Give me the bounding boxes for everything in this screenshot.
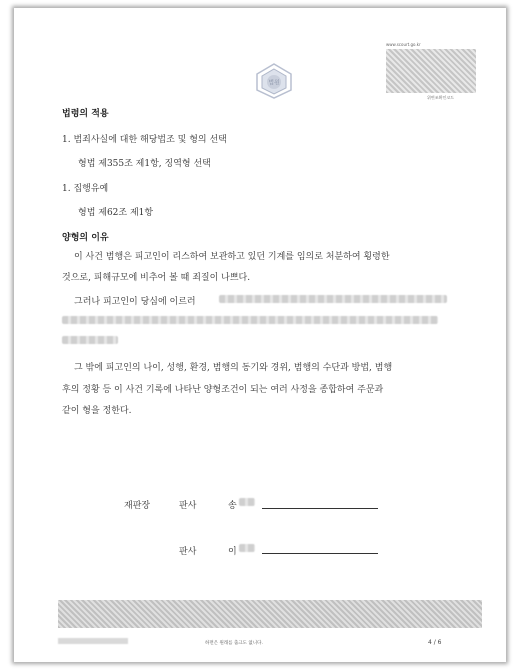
judge2-label: 판사 <box>179 547 197 557</box>
verification-caption: 위변조확인코드 <box>427 95 455 100</box>
footer-note: 하면은 원래를 출크도 없니다. <box>205 641 263 646</box>
footer-redacted-info <box>58 638 128 644</box>
page-number: 4 / 6 <box>428 639 442 646</box>
redacted-name <box>239 544 255 552</box>
item2-detail: 형법 제62조 제1항 <box>78 208 154 218</box>
signature-line-1 <box>262 508 378 509</box>
redacted-text <box>219 295 447 303</box>
item1-detail: 형법 제355조 제1항, 징역형 선택 <box>78 159 211 169</box>
heading-law-application: 법령의 적용 <box>62 109 109 119</box>
document-page <box>14 8 506 662</box>
judge2-name: 이 <box>228 547 237 557</box>
reason-paragraph3-line2: 후의 정황 등 이 사건 기록에 나타난 양형조건이 되는 여러 사정을 종합하여 주문과 <box>62 385 384 395</box>
svg-text:법원: 법원 <box>268 79 280 87</box>
reason-paragraph1-line1: 이 사건 범행은 피고인이 리스하여 보관하고 있던 기계를 임의로 처분하여 횡령한 <box>74 252 390 262</box>
court-seal-icon <box>254 62 294 100</box>
heading-sentencing-reason: 양형의 이유 <box>62 233 109 243</box>
reason-paragraph3-line1: 그 밖에 피고인의 나이, 성행, 환경, 범행의 동기와 경위, 범행의 수단과 방법, 범행 <box>74 363 393 373</box>
presiding-judge-label: 재판장 <box>124 501 151 511</box>
header-url: www.scourt.go.kr <box>386 42 421 47</box>
verification-code-image <box>386 49 476 93</box>
judge1-label: 판사 <box>179 501 197 511</box>
redacted-text <box>62 336 118 344</box>
judge1-name: 송 <box>228 501 237 511</box>
footer-security-band <box>58 600 482 628</box>
signature-line-2 <box>262 553 378 554</box>
item2-title: 1. 집행유예 <box>62 184 109 194</box>
item1-title: 1. 범죄사실에 대한 해당법조 및 형의 선택 <box>62 135 227 145</box>
reason-paragraph2-line1: 그러나 피고인이 당심에 이르러 <box>74 297 196 307</box>
reason-paragraph1-line2: 것으로, 피해규모에 비추어 볼 때 죄질이 나쁘다. <box>62 273 251 283</box>
reason-paragraph3-line3: 같이 형을 정한다. <box>62 406 132 416</box>
redacted-text <box>62 316 438 324</box>
redacted-name <box>239 498 255 506</box>
